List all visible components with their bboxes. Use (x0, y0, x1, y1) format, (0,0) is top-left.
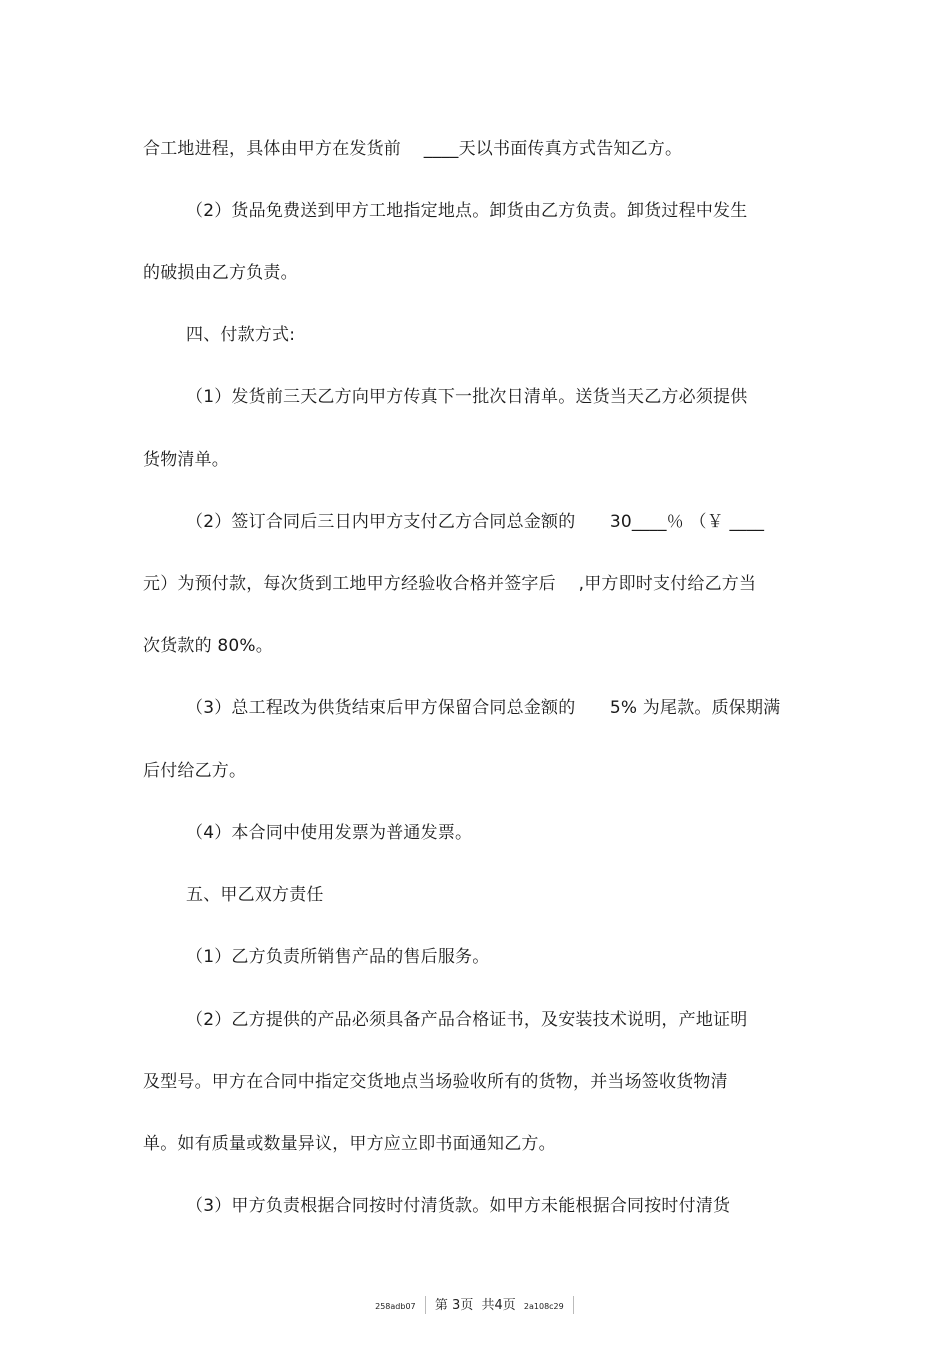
paragraph-line: （2）乙方提供的产品必须具备产品合格证书，及安装技术说明，产地证明 (186, 1010, 748, 1030)
paragraph-line: 货物清单。 (143, 450, 229, 470)
footer-total-pages: 共4页 (481, 1297, 516, 1313)
paragraph-line: （2）签订合同后三日内甲方支付乙方合同总金额的 30____％ （￥ ____ (186, 512, 765, 532)
paragraph-line: 元）为预付款，每次货到工地甲方经验收合格并签字后 ,甲方即时支付给乙方当 (143, 574, 757, 594)
paragraph-line: 后付给乙方。 (143, 761, 247, 781)
paragraph-line: （3）总工程改为供货结束后甲方保留合同总金额的 5% 为尾款。质保期满 (186, 698, 781, 718)
section-heading: 五、甲乙双方责任 (186, 885, 324, 905)
section-heading: 四、付款方式: (186, 325, 296, 345)
footer-code-right: 2a108c29 (523, 1301, 564, 1311)
footer-divider (425, 1296, 426, 1314)
footer-code-left: 258adb07 (375, 1301, 416, 1311)
paragraph-line: （4）本合同中使用发票为普通发票。 (186, 823, 473, 843)
paragraph-line: 合工地进程，具体由甲方在发货前 ____天以书面传真方式告知乙方。 (143, 139, 683, 159)
paragraph-line: （1）乙方负责所销售产品的售后服务。 (186, 947, 490, 967)
footer-page-number: 第 3页 (434, 1297, 474, 1313)
paragraph-line: 单。如有质量或数量异议，甲方应立即书面通知乙方。 (143, 1134, 556, 1154)
paragraph-line: 的破损由乙方负责。 (143, 263, 298, 283)
paragraph-line: （3）甲方负责根据合同按时付清货款。如甲方未能根据合同按时付清货 (186, 1196, 731, 1216)
paragraph-line: （1）发货前三天乙方向甲方传真下一批次日清单。送货当天乙方必须提供 (186, 387, 748, 407)
paragraph-line: 及型号。甲方在合同中指定交货地点当场验收所有的货物，并当场签收货物清 (143, 1072, 728, 1092)
paragraph-line: 次货款的 80%。 (143, 636, 273, 656)
page-footer (0, 1296, 950, 1315)
footer-divider (573, 1296, 574, 1314)
paragraph-line: （2）货品免费送到甲方工地指定地点。卸货由乙方负责。卸货过程中发生 (186, 201, 748, 221)
